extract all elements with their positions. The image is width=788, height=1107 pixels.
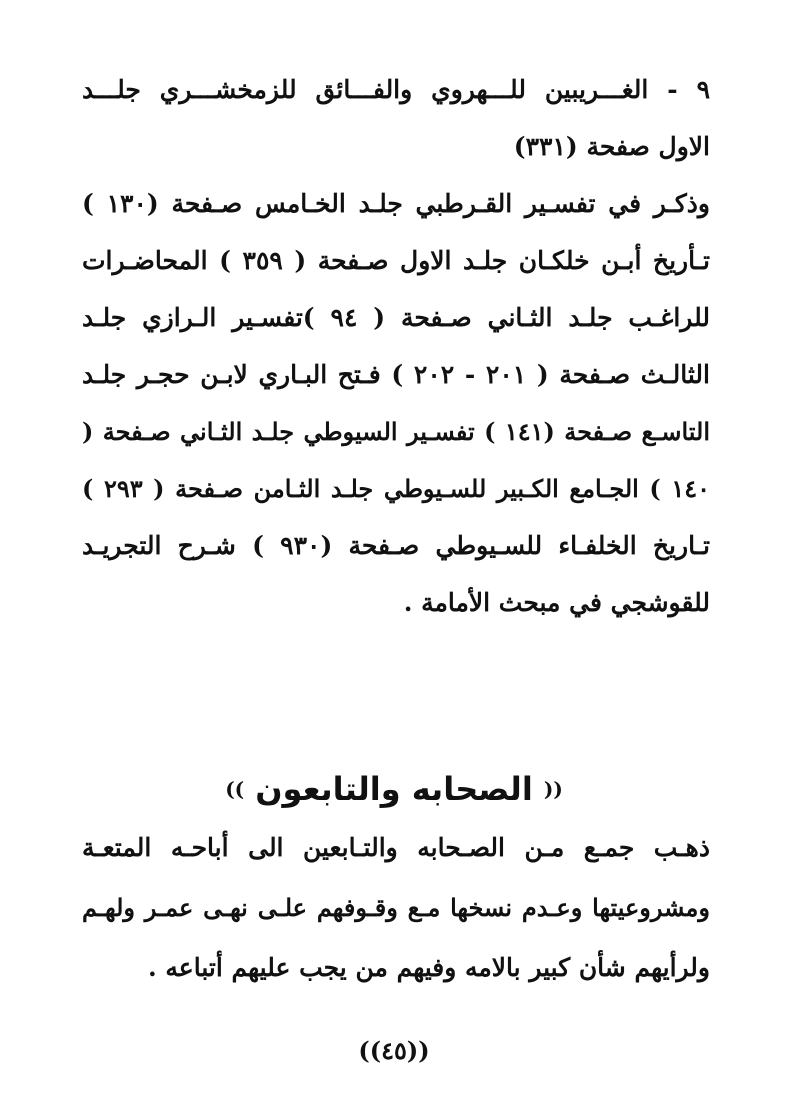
text-line: ومشروعيتها وعـدم نسخها مـع وقـوفهم علـى نهـى عمـر ولهـم — [82, 893, 710, 922]
text-line: ٩ - الغـــريبين للـــهروي والفـــائق للزمخشـــري جلـــد — [82, 75, 710, 104]
text-line: تـأريخ أبـن خلكـان جلـد الاول صـفحة ( ٣٥٩ ) المحاضـرات — [82, 246, 710, 275]
page-number: ((٤٥)) — [358, 1036, 430, 1065]
text-line: ١٤٠ ) الجـامع الكـبير للسـيوطي جلـد الثـامن صـفحة ( ٢٩٣ ) — [82, 474, 710, 503]
text-line: تـاريخ الخلفـاء للسـيوطي صـفحة (٩٣٠ ) شـرح التجريـد — [82, 531, 710, 560]
text-line: الثالـث صـفحة ( ٢٠١ - ٢٠٢ ) فـتح البـاري لابـن حجـر جلـد — [82, 360, 710, 389]
text-line: للقوشجي في مبحث الأمامة . — [403, 588, 710, 617]
text-line: ولرأيهم شأن كبير بالامه وفيهم من يجب عليهم أتباعه . — [148, 953, 710, 982]
section-heading — [0, 770, 788, 818]
text-line: الاول صفحة (٣٣١) — [513, 132, 710, 161]
heading-bracket-open: (( — [543, 777, 563, 801]
heading-bracket-close: )) — [225, 777, 245, 801]
text-line: ذهـب جمـع مـن الصـحابه والتـابعين الى أباحـه المتعـة — [82, 833, 710, 862]
text-line: وذكـر في تفسـير القـرطبي جلـد الخـامس صـفحة (١٣٠ ) — [82, 189, 710, 218]
text-line: التاسـع صـفحة (١٤١ ) تفسـير السيوطي جلـد الثـاني صـفحة ( — [82, 417, 710, 446]
text-line: للراغـب جلـد الثـاني صـفحة ( ٩٤ )تفسـير الـرازي جلـد — [82, 303, 710, 332]
section-title: الصحابه والتابعون — [255, 770, 533, 808]
